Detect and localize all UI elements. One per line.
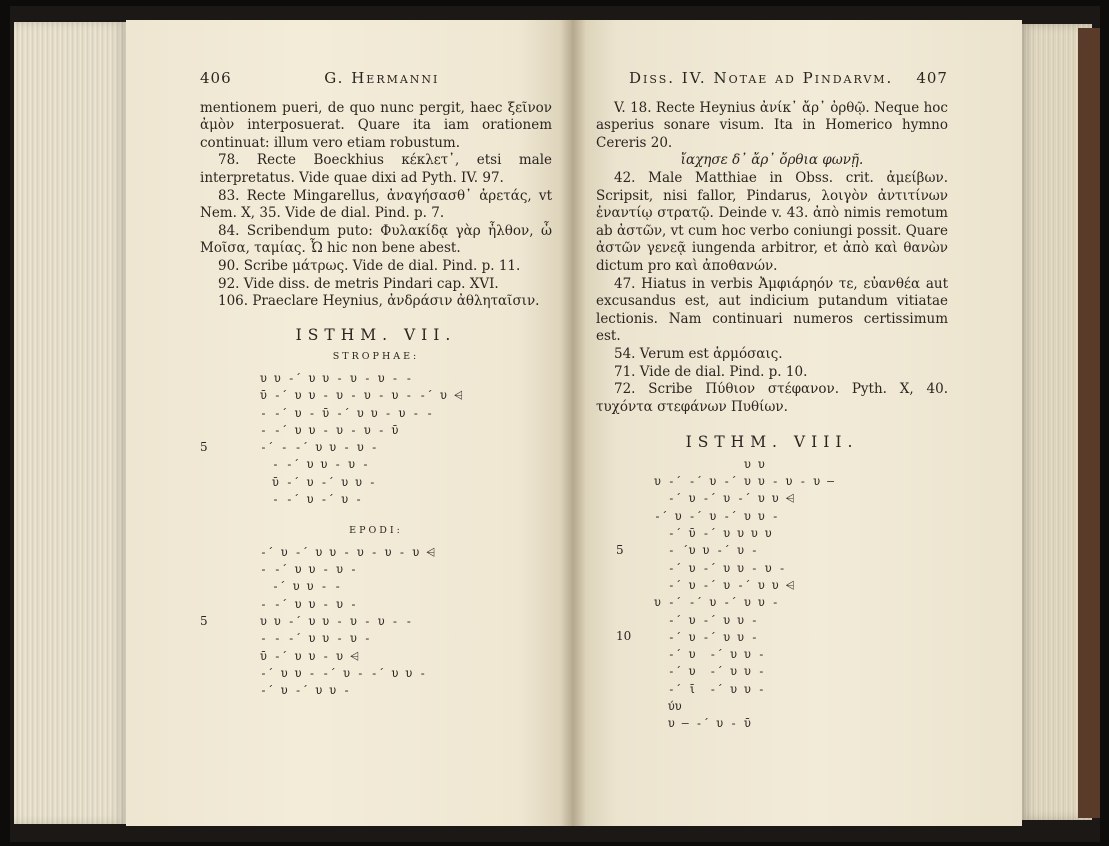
meter-line: -΄ υ -΄ υ υ - bbox=[654, 612, 758, 627]
strophe-meter bbox=[200, 370, 552, 508]
line-number: 10 bbox=[616, 628, 632, 643]
strophe-label: STROPHAE: bbox=[332, 351, 420, 363]
right-running-title: Diss. IV. Notae ad Pindarvm. bbox=[629, 69, 894, 87]
paragraph: 90. Scribe μάτρως. Vide de dial. Pind. p. 11. bbox=[218, 257, 521, 274]
paragraph: 106. Praeclare Heynius, ἀνδράσιν ἀθληταῖσιν. bbox=[218, 293, 540, 310]
meter-line: ῡ -΄ υ υ - υ - υ - υ - -΄ υ ⩤ bbox=[260, 388, 464, 403]
meter-line: -΄ υ -΄ υ -΄ υ υ ⩤ bbox=[654, 577, 795, 592]
line-number: 5 bbox=[200, 439, 208, 454]
meter-line: - -΄ υ υ - υ - υ - ῡ bbox=[260, 422, 399, 437]
meter-line: ύυ bbox=[654, 699, 682, 714]
meter-line: - -΄ υ -΄ υ - bbox=[272, 491, 363, 506]
meter-line: ῡ -΄ υ υ - υ ⩤ bbox=[260, 648, 360, 663]
paragraph: 84. Scribendum puto: Φυλακίδᾳ γὰρ ἦλθον, ὦ Μοῖσα, ταμίας. Ὦ hic non bene abest. bbox=[200, 222, 552, 257]
meter-line: -΄ - -΄ υ υ - υ - bbox=[260, 440, 378, 455]
meter-line: - - -΄ υ υ - υ - bbox=[260, 631, 371, 646]
right-page-number: 407 bbox=[916, 69, 948, 87]
line-number: 5 bbox=[200, 613, 208, 628]
book-binding bbox=[1078, 28, 1100, 818]
epode-label: EPODI: bbox=[349, 525, 403, 537]
epode-meter bbox=[200, 544, 552, 700]
paragraph: 78. Recte Boeckhius κέκλετ᾿, etsi male interpretatus. Vide quae dixi ad Pyth. IV. 97. bbox=[200, 152, 552, 186]
meter-line: υ — -΄ υ - ῡ bbox=[654, 716, 751, 731]
meter-line: - ΄υ υ -΄ υ - bbox=[654, 543, 758, 558]
meter-line: - -΄ υ υ - υ - bbox=[272, 457, 369, 472]
meter-line: -΄ υ -΄ υ -΄ υ υ ⩤ bbox=[654, 491, 795, 506]
paragraph: V. 18. Recte Heynius ἀνίκ᾿ ἄρ᾿ ὀρθῷ. Neque hoc asperius sonare visum. Ita in Homerico hymno Cereris 20. bbox=[596, 99, 948, 151]
isthm-viii-meter bbox=[596, 456, 948, 733]
meter-line: -΄ υ -΄ υ υ - bbox=[654, 629, 758, 644]
gutter-shadow bbox=[560, 20, 586, 826]
verse-quote: ἴαχησε δ᾿ ἄρ᾿ ὄρθια φωνῇ. bbox=[680, 152, 864, 169]
paragraph: 42. Male Matthiae in Obss. crit. ἀμείβων. Scripsit, nisi fallor, Pindarus, λοιγὸν ἀντιτίνων ἐναντίῳ στρατῷ. Deinde v. 43. ἀπὸ nimis remotum ab ἀστῶν, vt cum hoc verbo coniungi possit. Quare ἀστῶν γενεᾷ iungenda arbitror, et ἀπὸ καὶ θανὼν dictum pro καὶ ἀποθανών. bbox=[596, 169, 948, 274]
meter-line: - -΄ υ υ - υ - bbox=[260, 596, 357, 611]
paragraph: 92. Vide diss. de metris Pindari cap. XVI. bbox=[218, 275, 499, 292]
meter-line: ῡ -΄ υ -΄ υ υ - bbox=[272, 474, 376, 489]
left-running-title: G. Hermanni bbox=[324, 69, 440, 87]
paragraph: 83. Recte Mingarellus, ἀναγήσασθ᾿ ἀρετάς, vt Nem. X, 35. Vide de dial. Pind. p. 7. bbox=[200, 187, 552, 222]
meter-line: -΄ ῑ -΄ υ υ - bbox=[654, 681, 765, 696]
line-number: 5 bbox=[616, 542, 624, 557]
left-page-number: 406 bbox=[200, 69, 232, 87]
paragraph: 47. Hiatus in verbis Ἀμφιάρηόν τε, εὐανθέα aut excusandus est, aut indicium putandum vitiatae lectionis. Nam continuari numeros certissimum est. bbox=[596, 275, 948, 345]
meter-line: -΄ υ -΄ υ υ - bbox=[654, 647, 765, 662]
meter-line: υ υ -΄ υ υ - υ - υ - - bbox=[260, 370, 413, 385]
section-title: ISTHM. VII. bbox=[295, 325, 457, 344]
page-edges-left bbox=[14, 22, 126, 824]
meter-line: -΄ υ -΄ υ υ - υ - υ - υ ⩤ bbox=[260, 544, 436, 559]
right-running-head bbox=[596, 70, 948, 88]
meter-line: -΄ υ υ - - bbox=[272, 579, 342, 594]
paragraph: mentionem pueri, de quo nunc pergit, haec ξεῖνον ἀμὸν interposuerat. Quare ita iam orationem continuat: illum vero etiam robustum. bbox=[200, 99, 552, 151]
section-title: ISTHM. VIII. bbox=[685, 433, 859, 452]
meter-line: -΄ υ -΄ υ υ - υ - bbox=[654, 560, 786, 575]
paragraph: 71. Vide de dial. Pind. p. 10. bbox=[614, 363, 808, 380]
left-page-content bbox=[200, 70, 552, 700]
paragraph: 72. Scribe Πύθιον στέφανον. Pyth. X, 40. τυχόντα στεφάνων Πυθίων. bbox=[596, 381, 948, 415]
meter-line: υ υ bbox=[654, 456, 765, 471]
meter-line: - -΄ υ υ - υ - bbox=[260, 562, 357, 577]
meter-line: - -΄ υ - ῡ -΄ υ υ - υ - - bbox=[260, 405, 434, 420]
meter-line: υ υ -΄ υ υ - υ - υ - - bbox=[260, 614, 413, 629]
meter-line: -΄ υ -΄ υ -΄ υ υ - bbox=[654, 508, 779, 523]
meter-line: -΄ ῡ -΄ υ υ υ υ bbox=[654, 526, 772, 541]
paragraph: 54. Verum est ἁρμόσαις. bbox=[614, 345, 783, 362]
meter-line: -΄ υ υ - -΄ υ - -΄ υ υ - bbox=[260, 665, 427, 680]
meter-line: υ -΄ -΄ υ -΄ υ υ - υ - υ — bbox=[654, 474, 835, 489]
meter-line: -΄ υ -΄ υ υ - bbox=[260, 683, 351, 698]
meter-line: υ -΄ -΄ υ -΄ υ υ - bbox=[654, 595, 779, 610]
left-running-head bbox=[200, 70, 552, 88]
right-page-content bbox=[596, 70, 948, 733]
meter-line: -΄ υ -΄ υ υ - bbox=[654, 664, 765, 679]
